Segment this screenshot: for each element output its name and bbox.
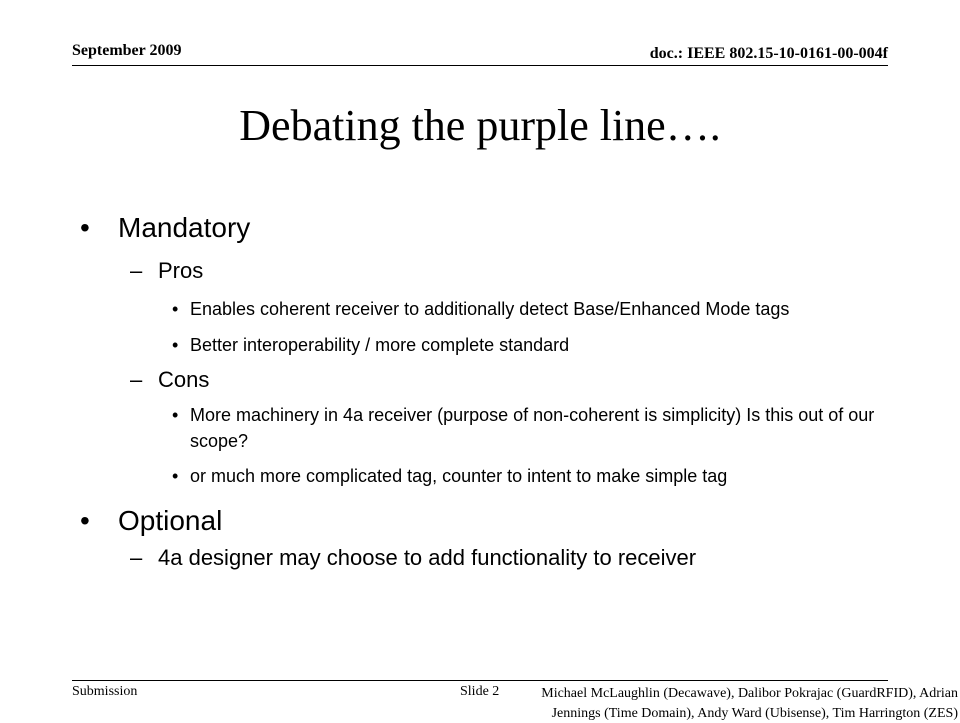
subbullet-label: Pros bbox=[158, 258, 204, 283]
pros-item-text: Better interoperability / more complete standard bbox=[190, 334, 570, 355]
bullet-icon: • bbox=[172, 405, 179, 426]
cons-item-text: or much more complicated tag, counter to intent to make simple tag bbox=[190, 465, 728, 486]
dash-icon: – bbox=[130, 544, 143, 570]
cons-item bbox=[80, 463, 890, 489]
dash-icon: – bbox=[130, 366, 143, 392]
pros-item bbox=[80, 332, 890, 358]
slide-body bbox=[80, 210, 890, 572]
subbullet-cons bbox=[80, 366, 890, 395]
dash-icon: – bbox=[130, 258, 143, 283]
cons-item bbox=[80, 402, 890, 454]
bullet-icon: • bbox=[172, 298, 179, 319]
footer-authors bbox=[478, 684, 958, 723]
bullet-icon: • bbox=[80, 212, 90, 243]
bullet-icon: • bbox=[172, 334, 179, 355]
pros-item-text: Enables coherent receiver to additionally detect Base/Enhanced Mode tags bbox=[190, 298, 790, 319]
bullet-icon: • bbox=[172, 465, 179, 486]
cons-item-text: More machinery in 4a receiver (purpose of non-coherent is simplicity) Is this out of our scope? bbox=[190, 405, 875, 452]
optional-item bbox=[80, 544, 890, 573]
bullet-label: Optional bbox=[118, 504, 223, 536]
footer-divider bbox=[72, 680, 888, 681]
bullet-mandatory bbox=[80, 210, 890, 245]
footer-authors-line1: Michael McLaughlin (Decawave), Dalibor Pokrajac (GuardRFID), Adrian bbox=[541, 686, 958, 701]
header-doc-id: doc.: IEEE 802.15-10-0161-00-004f bbox=[649, 45, 888, 62]
footer-authors-line2: Jennings (Time Domain), Andy Ward (Ubisense), Tim Harrington (ZES) bbox=[551, 705, 958, 721]
subbullet-pros bbox=[80, 257, 890, 286]
header-divider bbox=[72, 65, 888, 66]
bullet-icon: • bbox=[80, 504, 90, 536]
footer-submission: Submission bbox=[72, 684, 138, 699]
bullet-label: Mandatory bbox=[118, 212, 251, 243]
optional-item-text: 4a designer may choose to add functionality to receiver bbox=[158, 544, 697, 570]
footer-slide-number: Slide 2 bbox=[460, 684, 500, 699]
subbullet-label: Cons bbox=[158, 366, 210, 392]
pros-item bbox=[80, 296, 890, 322]
bullet-optional bbox=[80, 503, 890, 538]
slide-title: Debating the purple line…. bbox=[239, 101, 721, 150]
header-date: September 2009 bbox=[72, 42, 182, 59]
